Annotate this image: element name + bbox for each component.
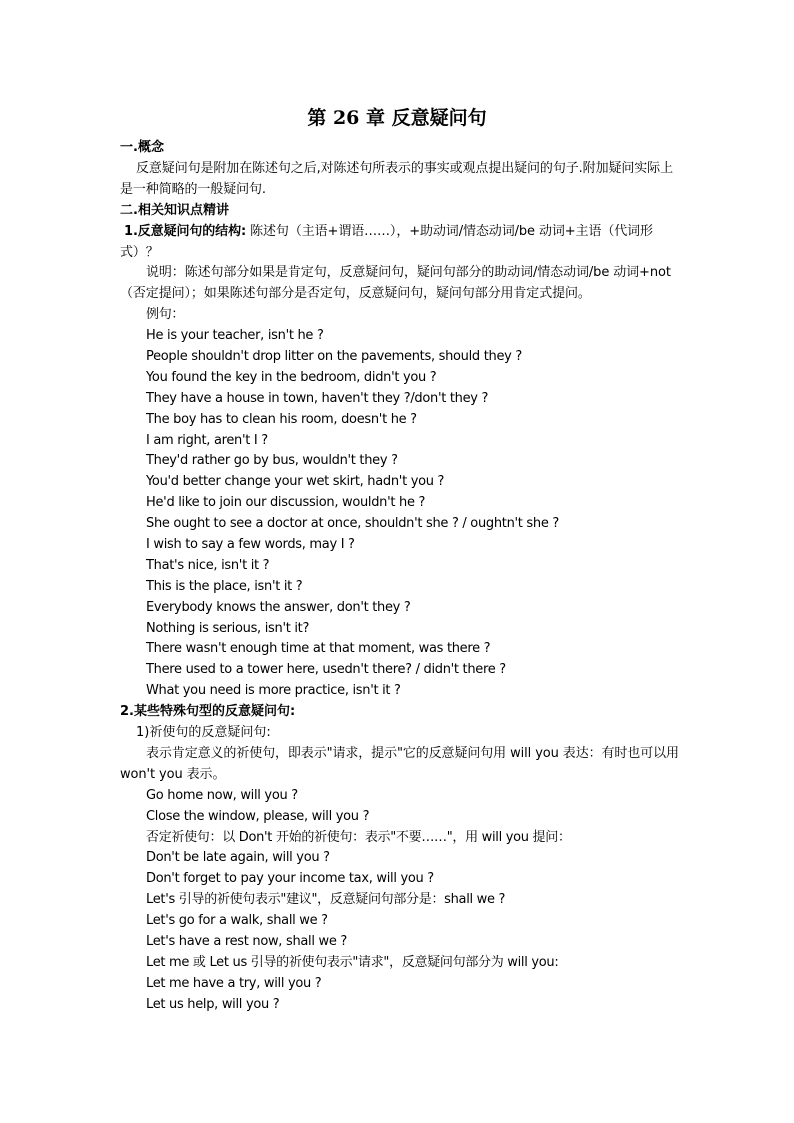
imperative-paragraph: 表示肯定意义的祈使句，即表示"请求，提示"它的反意疑问句用 will you 表达：有时也可以用 won't you 表示。 [120,745,679,782]
example-line: There used to a tower here, usedn't there? / didn't there ? [146,662,506,678]
example-line: What you need is more practice, isn't it ? [146,683,401,699]
example-line: Everybody knows the answer, don't they ? [146,599,411,615]
example-line: She ought to see a doctor at once, shouldn't she ? / oughtn't she ? [146,516,559,532]
example-line: They'd rather go by bus, wouldn't they ? [146,453,398,469]
page-title: 第 26 章 反意疑问句 [307,107,487,129]
example-line: I wish to say a few words, may I ? [146,537,355,553]
note-paragraph: 说明：陈述句部分如果是肯定句，反意疑问句，疑问句部分的助动词/情态动词/be 动词+not （否定提问）；如果陈述句部分是否定句，反意疑问句，疑问句部分用肯定式提问。 [120,265,671,302]
section-heading-concept: 一.概念 [120,140,164,155]
imperative-line: Close the window, please, will you ? [146,808,370,824]
example-line: I am right, aren't I ? [146,432,268,448]
section-heading-special: 2.某些特殊句型的反意疑问句: [120,704,296,720]
example-line: That's nice, isn't it ? [146,557,270,573]
example-line: There wasn't enough time at that moment, was there ? [146,641,491,657]
example-line: This is the place, isn't it ? [146,578,303,594]
structure-text: 陈述句（主语+谓语……），+助动词/情态动词/be 动词+主语（代词形式）？ [120,223,653,260]
example-line: He is your teacher, isn't he ? [146,328,324,344]
concept-paragraph: 反意疑问句是附加在陈述句之后,对陈述句所表示的事实或观点提出疑问的句子.附加疑问实际上是一种简略的一般疑问句. [120,160,673,197]
imperative-line: Go home now, will you ? [146,787,298,803]
subsection-imperative: 1)祈使句的反意疑问句: [136,725,271,741]
example-line: People shouldn't drop litter on the pavements, should they ? [146,349,522,364]
example-line: You found the key in the bedroom, didn't you ? [146,369,437,385]
structure-paragraph [120,222,680,264]
imperative-list [120,786,680,1016]
structure-label: 1.反意疑问句的结构: [124,223,247,239]
imperative-line: Don't be late again, will you ? [146,850,330,866]
example-line: He'd like to join our discussion, wouldn't he ? [146,495,426,511]
imperative-line: Let's go for a walk, shall we ? [146,913,328,929]
imperative-line: Don't forget to pay your income tax, will you ? [146,871,434,887]
imperative-line: Let me 或 Let us 引导的祈使句表示"请求"，反意疑问句部分为 will you: [146,954,559,970]
imperative-line: Let's have a rest now, shall we ? [146,933,347,949]
example-list [120,326,680,702]
imperative-line: 否定祈使句：以 Don't 开始的祈使句：表示"不要……"，用 will you 提问： [146,829,571,845]
imperative-line: Let us help, will you ? [146,996,280,1012]
example-line: The boy has to clean his room, doesn't he ? [146,411,417,427]
section-heading-knowledge: 二.相关知识点精讲 [120,202,229,218]
example-line: They have a house in town, haven't they ?/don't they ? [146,390,489,406]
imperative-line: Let's 引导的祈使句表示"建议"，反意疑问句部分是：shall we ? [146,892,506,908]
imperative-line: Let me have a try, will you ? [146,975,322,991]
document-body [120,138,680,1016]
example-line: You'd better change your wet skirt, hadn't you ? [146,474,445,490]
example-label: 例句： [146,307,185,323]
example-line: Nothing is serious, isn't it? [146,620,310,636]
